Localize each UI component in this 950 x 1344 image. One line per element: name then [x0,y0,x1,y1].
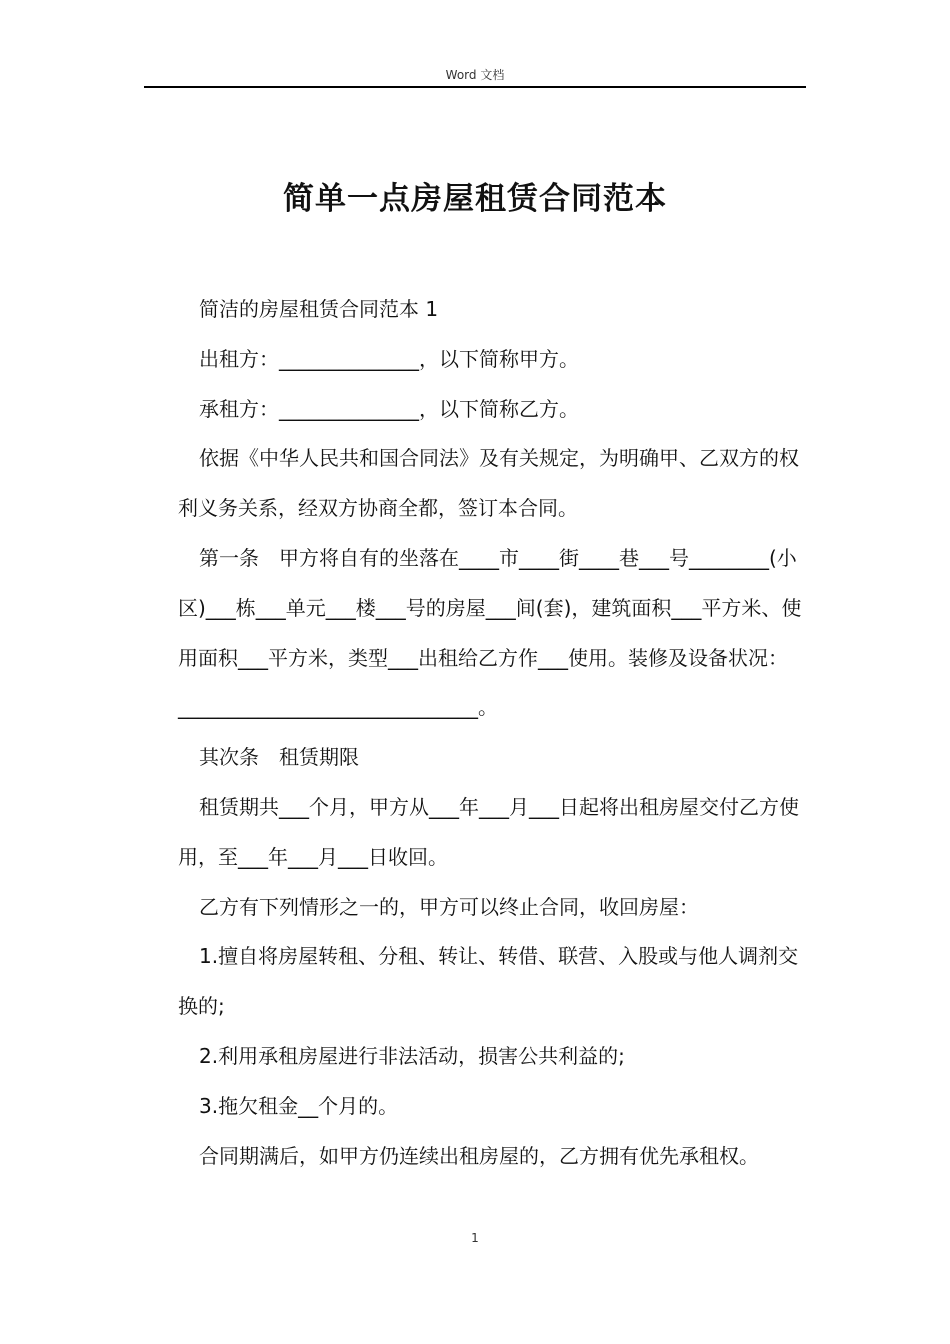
header-divider [144,86,806,88]
document-title: 简单一点房屋租赁合同范本 [283,180,667,217]
paragraph-termination-item-2: 2.利用承租房屋进行非法活动，损害公共利益的; [199,1043,625,1068]
paragraph-termination-item-3: 3.拖欠租金__个月的。 [199,1093,399,1118]
page-header-label: Word 文档 [445,68,505,82]
paragraph-article-2-heading: 其次条 租赁期限 [199,745,359,770]
paragraph-preamble: 依据《中华人民共和国合同法》及有关规定，为明确甲、乙双方的权利义务关系，经双方协商全都，签订本合同。 [178,446,799,521]
page-number: 1 [471,1231,479,1245]
paragraph-renewal-priority: 合同期满后，如甲方仍连续出租房屋的，乙方拥有优先承租权。 [199,1143,759,1168]
paragraph-subtitle: 简洁的房屋租赁合同范本 1 [199,297,439,321]
paragraph-termination-intro: 乙方有下列情形之一的，甲方可以终止合同，收回房屋： [199,894,699,919]
paragraph-lease-term: 租赁期共___个月，甲方从___年___月___日起将出租房屋交付乙方使用，至___年___月___日收回。 [178,794,799,869]
document-body [178,285,818,1181]
paragraph-article-1: 第一条 甲方将自有的坐落在____市____街____巷___号________(小区)___栋___单元___楼___号的房屋___间(套)，建筑面积___平方米、使用面积___平方米，类型___出租给乙方作___使用。装修及设备状况：______________________________。 [178,545,802,720]
paragraph-lessee: 承租方：______________，以下简称乙方。 [199,396,579,421]
paragraph-termination-item-1: 1.擅自将房屋转租、分租、转让、转借、联营、入股或与他人调剂交换的; [178,944,799,1019]
paragraph-lessor: 出租方：______________，以下简称甲方。 [199,346,579,371]
